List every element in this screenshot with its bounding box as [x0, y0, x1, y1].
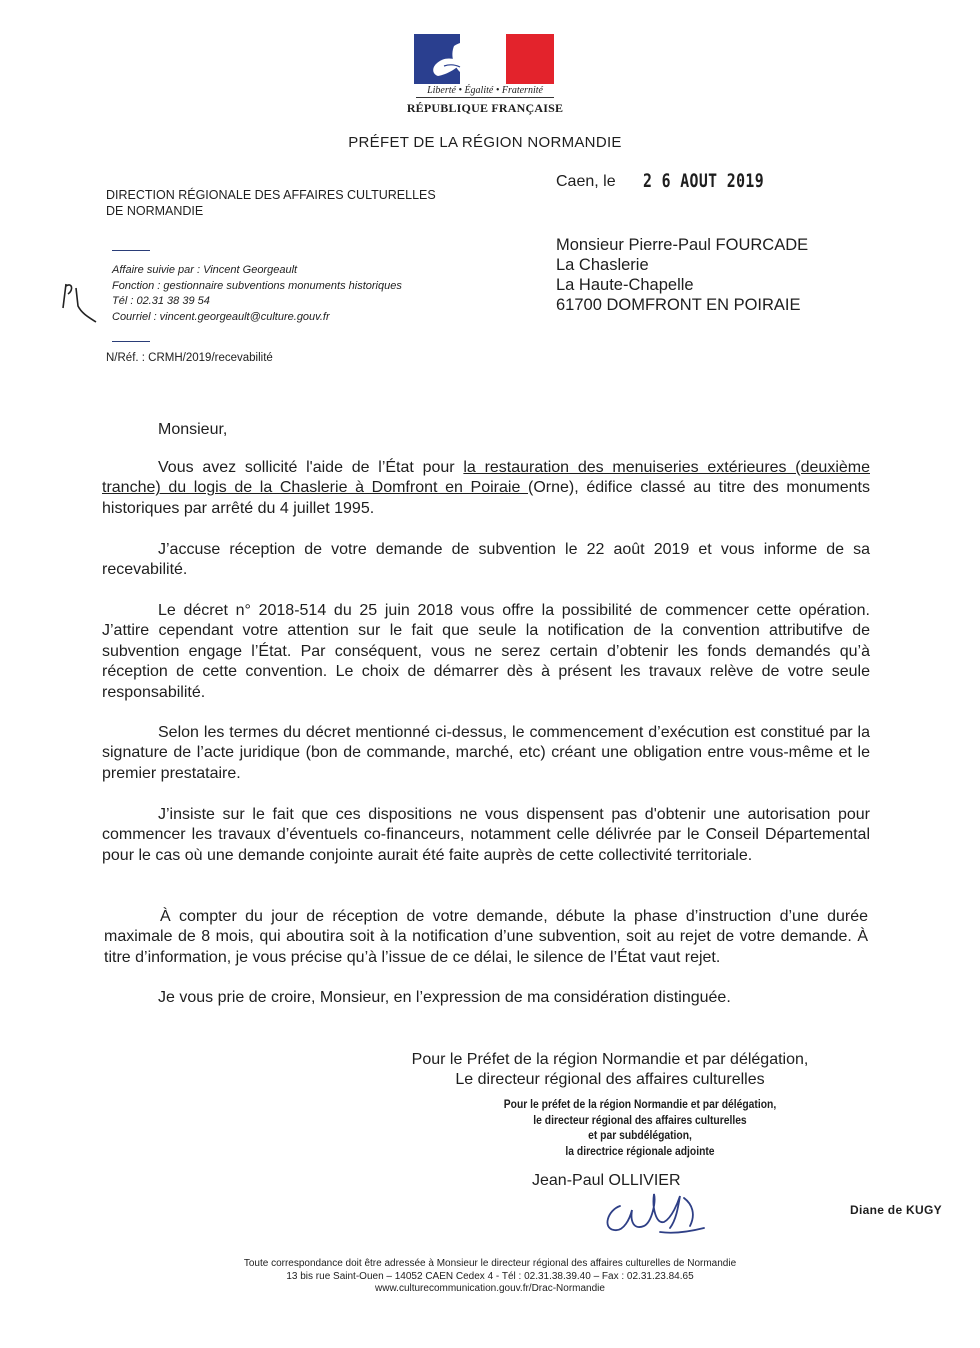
officer-function: Fonction : gestionnaire subventions monuments historiques [112, 279, 402, 292]
footer-line-1: Toute correspondance doit être adressée à Monsieur le directeur régional des affaires culturelles de Normandie [243, 1258, 737, 1269]
signatory-name: Jean-Paul OLLIVIER [532, 1172, 681, 1189]
footer [180, 1258, 800, 1296]
case-officer-block [112, 263, 402, 325]
logo-divider [416, 97, 554, 98]
signature-line-2: Le directeur régional des affaires culturelles [455, 1071, 765, 1088]
sender-line-1: DIRECTION RÉGIONALE DES AFFAIRES CULTURELLES [106, 188, 436, 202]
salutation: Monsieur, [158, 421, 228, 438]
stamp-name: Diane de KUGY [850, 1203, 942, 1217]
paragraph-7: Je vous prie de croire, Monsieur, en l’expression de ma considération distinguée. [158, 989, 731, 1006]
officer-phone: Tél : 02.31 38 39 54 [112, 295, 210, 307]
paragraph-1 [102, 458, 870, 519]
recipient-line-1: Monsieur Pierre-Paul FOURCADE [556, 236, 809, 254]
prefecture-title: PRÉFET DE LA RÉGION NORMANDIE [348, 134, 622, 151]
paragraph-6: À compter du jour de réception de votre demande, débute la phase d’instruction d’une durée maximale de 8 mois, qui aboutira soit à la notification d’une subvention, soit au rejet de votre demande. À titre d’information, je vous précise qu’à l’issue de ce délai, le silence de l’État vaut rejet. [104, 908, 868, 966]
handwritten-initials-icon [60, 280, 100, 324]
republic-motto: Liberté • Égalité • Fraternité [427, 85, 543, 96]
case-officer: Affaire suivie par : Vincent Georgeault [112, 264, 298, 276]
recipient-line-4: 61700 DOMFRONT EN POIRAIE [556, 296, 801, 314]
paragraph-1-end: (Orne), édifice classé au titre des monuments historiques par arrêté du 4 juillet 1995. [102, 479, 871, 517]
signature-line-1: Pour le Préfet de la région Normandie et par délégation, [411, 1051, 809, 1068]
recipient-line-3: La Haute-Chapelle [556, 276, 694, 294]
sender-line-2: DE NORMANDIE [106, 204, 204, 218]
paragraph-2: J’accuse réception de votre demande de subvention le 22 août 2019 et vous informe de sa recevabilité. [102, 541, 870, 579]
stamp-line-4: la directrice régionale adjointe [565, 1143, 715, 1158]
divider-dash [112, 341, 150, 342]
footer-line-2: 13 bis rue Saint-Ouen – 14052 CAEN Cedex 4 - Tél : 02.31.38.39.40 – Fax : 02.31.23.84.65 [286, 1270, 694, 1282]
marianne-logo-icon [414, 34, 554, 84]
signature-block [300, 1050, 920, 1090]
delegation-stamp [485, 1097, 795, 1159]
handwritten-signature-icon [600, 1188, 710, 1238]
stamp-line-1: Pour le préfet de la région Normandie et par délégation, [503, 1097, 777, 1111]
paragraph-3: Le décret n° 2018-514 du 25 juin 2018 vous offre la possibilité de commencer cette opération. J’attire cependant votre attention sur le fait que seule la notification de la convention attributifve de subvention engage l’État. Par conséquent, vous ne serez certain d’obtenir les fonds demandés qu’à réception de cette convention. Le choix de démarrer dès à présent les travaux relève de votre seule responsabilité. [102, 602, 870, 701]
project-title: la restauration des menuiseries extérieures (deuxième tranche) du logis de la Chaslerie à Domfront en Poiraie [102, 459, 870, 497]
date-label: Caen, le [556, 173, 616, 190]
sender-department [106, 187, 436, 219]
paragraph-5: J’insiste sur le fait que ces dispositions ne vous dispensent pas d'obtenir une autorisation pour commencer les travaux d’éventuels co-financeurs, notamment celle délivrée par le Conseil Départemental pour le cas où une demande conjointe aurait été faite auprès de cette collectivité territoriale. [102, 806, 870, 864]
officer-email: Courriel : vincent.georgeault@culture.gouv.fr [112, 310, 330, 323]
paragraph-1-start: Vous avez sollicité l'aide de l’État pour [158, 459, 464, 476]
stamp-line-2: le directeur régional des affaires culturelles [533, 1112, 747, 1127]
paragraph-4: Selon les termes du décret mentionné ci-dessus, le commencement d’exécution est constitué par la signature de l’acte juridique (bon de commande, marché, etc) créant une obligation entre vous-même et le premier prestataire. [102, 724, 870, 782]
divider-dash [112, 250, 150, 251]
recipient-address [556, 235, 808, 315]
date-stamp: 2 6 AOUT 2019 [643, 170, 765, 192]
stamp-line-3: et par subdélégation, [588, 1128, 692, 1142]
footer-website: www.culturecommunication.gouv.fr/Drac-Normandie [375, 1283, 605, 1294]
recipient-line-2: La Chaslerie [556, 256, 649, 274]
republic-name: RÉPUBLIQUE FRANÇAISE [406, 101, 564, 115]
reference: N/Réf. : CRMH/2019/recevabilité [106, 352, 273, 364]
